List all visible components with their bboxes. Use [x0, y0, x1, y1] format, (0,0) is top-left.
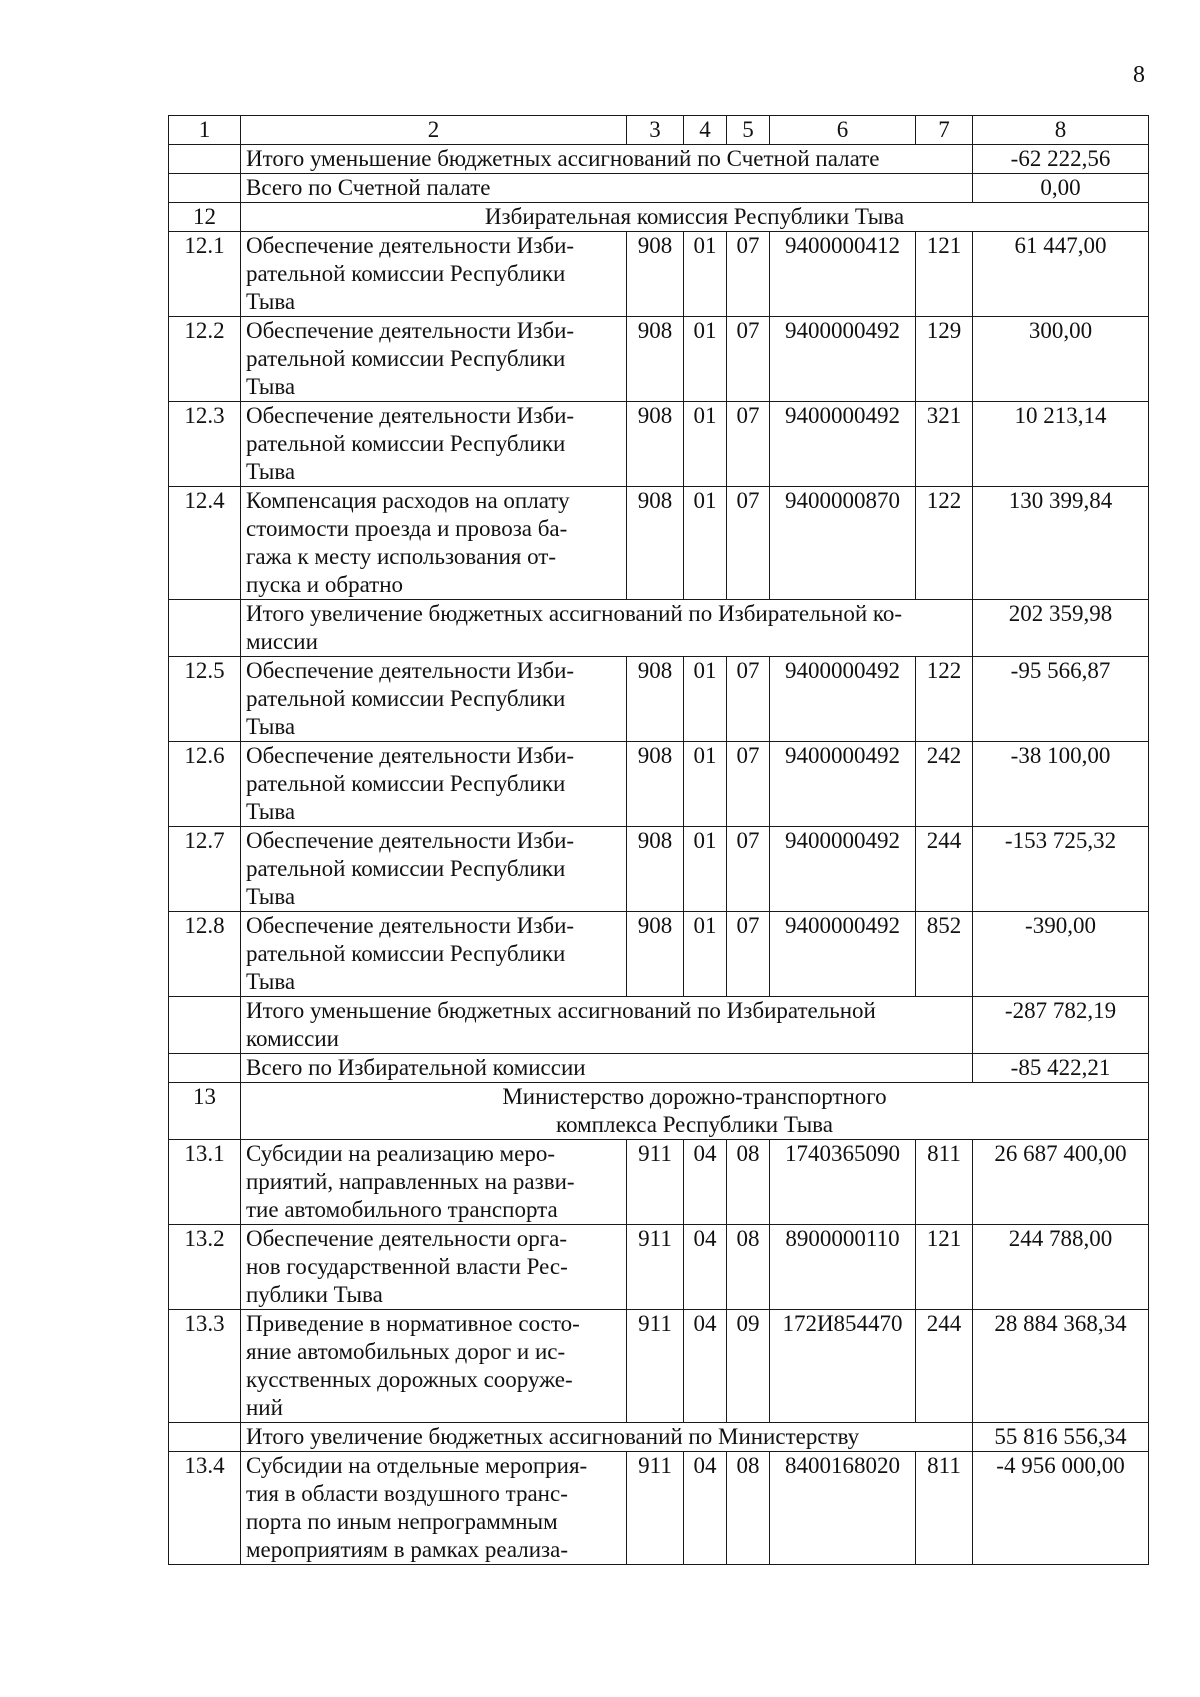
header-cell: 3: [627, 116, 684, 145]
header-cell: 1: [169, 116, 241, 145]
subsection-code: 07: [727, 402, 770, 487]
target-article-code: 9400000492: [770, 827, 916, 912]
item-amount: -95 566,87: [973, 657, 1149, 742]
table-row: [169, 232, 1149, 317]
section-code: 01: [684, 912, 727, 997]
summary-amount: 0,00: [973, 174, 1149, 203]
section-title: Министерство дорожно-транспортного комплекса Республики Тыва: [241, 1083, 1149, 1140]
section-code: 04: [684, 1310, 727, 1423]
expense-type-code: 122: [916, 657, 973, 742]
ministry-code: 911: [627, 1452, 684, 1565]
header-cell: 7: [916, 116, 973, 145]
summary-label: Всего по Счетной палате: [241, 174, 973, 203]
item-description: Компенсация расходов на оплату стоимости проезда и провоза ба- гажа к месту использования от- пуска и обратно: [241, 487, 627, 600]
section-code: 01: [684, 317, 727, 402]
section-code: 04: [684, 1140, 727, 1225]
target-article-code: 8900000110: [770, 1225, 916, 1310]
summary-label: Итого увеличение бюджетных ассигнований по Министерству: [241, 1423, 973, 1452]
item-number: 13.4: [169, 1452, 241, 1565]
item-description: Обеспечение деятельности Изби- рательной комиссии Республики Тыва: [241, 317, 627, 402]
target-article-code: 172И854470: [770, 1310, 916, 1423]
empty-cell: [169, 1054, 241, 1083]
item-description: Обеспечение деятельности Изби- рательной комиссии Республики Тыва: [241, 232, 627, 317]
item-description: Субсидии на реализацию меро- приятий, направленных на разви- тие автомобильного транспорта: [241, 1140, 627, 1225]
item-number: 13.1: [169, 1140, 241, 1225]
expense-type-code: 242: [916, 742, 973, 827]
section-code: 01: [684, 742, 727, 827]
empty-cell: [169, 997, 241, 1054]
subsection-code: 07: [727, 912, 770, 997]
section-code: 01: [684, 487, 727, 600]
header-cell: 5: [727, 116, 770, 145]
item-description: Обеспечение деятельности Изби- рательной комиссии Республики Тыва: [241, 402, 627, 487]
section-code: 04: [684, 1452, 727, 1565]
item-number: 12.6: [169, 742, 241, 827]
summary-row: [169, 174, 1149, 203]
table-row: [169, 912, 1149, 997]
item-amount: 130 399,84: [973, 487, 1149, 600]
table-row: [169, 1452, 1149, 1565]
subsection-code: 07: [727, 657, 770, 742]
expense-type-code: 122: [916, 487, 973, 600]
table-row: [169, 742, 1149, 827]
item-number: 12.4: [169, 487, 241, 600]
item-amount: -4 956 000,00: [973, 1452, 1149, 1565]
item-amount: 26 687 400,00: [973, 1140, 1149, 1225]
table-row: [169, 1140, 1149, 1225]
budget-allocation-table: [168, 115, 1149, 1565]
item-amount: -38 100,00: [973, 742, 1149, 827]
item-description: Приведение в нормативное состо- яние автомобильных дорог и ис- кусственных дорожных сооруже- ний: [241, 1310, 627, 1423]
summary-amount: -287 782,19: [973, 997, 1149, 1054]
item-description: Обеспечение деятельности Изби- рательной комиссии Республики Тыва: [241, 657, 627, 742]
table-row: [169, 827, 1149, 912]
item-amount: 10 213,14: [973, 402, 1149, 487]
section-code: 04: [684, 1225, 727, 1310]
table-row: [169, 657, 1149, 742]
expense-type-code: 321: [916, 402, 973, 487]
item-amount: -153 725,32: [973, 827, 1149, 912]
item-number: 13.2: [169, 1225, 241, 1310]
grand-total-row: [169, 1054, 1149, 1083]
subsection-code: 08: [727, 1140, 770, 1225]
item-amount: 244 788,00: [973, 1225, 1149, 1310]
item-number: 13.3: [169, 1310, 241, 1423]
ministry-code: 908: [627, 827, 684, 912]
ministry-code: 908: [627, 742, 684, 827]
table-row: [169, 317, 1149, 402]
expense-type-code: 811: [916, 1452, 973, 1565]
expense-type-code: 129: [916, 317, 973, 402]
target-article-code: 9400000492: [770, 657, 916, 742]
target-article-code: 9400000412: [770, 232, 916, 317]
target-article-code: 9400000492: [770, 912, 916, 997]
header-cell: 6: [770, 116, 916, 145]
section-code: 01: [684, 827, 727, 912]
target-article-code: 9400000492: [770, 317, 916, 402]
item-number: 12.3: [169, 402, 241, 487]
subsection-code: 07: [727, 232, 770, 317]
summary-amount: -85 422,21: [973, 1054, 1149, 1083]
target-article-code: 9400000492: [770, 402, 916, 487]
page-number: 8: [1133, 62, 1145, 88]
header-cell: 8: [973, 116, 1149, 145]
empty-cell: [169, 174, 241, 203]
item-description: Обеспечение деятельности Изби- рательной комиссии Республики Тыва: [241, 827, 627, 912]
ministry-code: 908: [627, 402, 684, 487]
table-row: [169, 487, 1149, 600]
expense-type-code: 121: [916, 232, 973, 317]
section-number: 13: [169, 1083, 241, 1140]
item-number: 12.5: [169, 657, 241, 742]
table-row: [169, 1225, 1149, 1310]
item-amount: -390,00: [973, 912, 1149, 997]
section-title: Избирательная комиссия Республики Тыва: [241, 203, 1149, 232]
empty-cell: [169, 600, 241, 657]
summary-amount: 202 359,98: [973, 600, 1149, 657]
table-body: [169, 116, 1149, 1565]
subsection-code: 07: [727, 317, 770, 402]
summary-label: Итого увеличение бюджетных ассигнований по Избирательной ко- миссии: [241, 600, 973, 657]
target-article-code: 8400168020: [770, 1452, 916, 1565]
column-number-header-row: [169, 116, 1149, 145]
target-article-code: 9400000492: [770, 742, 916, 827]
total-decrease-row: [169, 997, 1149, 1054]
item-number: 12.2: [169, 317, 241, 402]
subsection-code: 08: [727, 1225, 770, 1310]
expense-type-code: 121: [916, 1225, 973, 1310]
summary-label: Итого уменьшение бюджетных ассигнований по Счетной палате: [241, 145, 973, 174]
item-description: Обеспечение деятельности Изби- рательной комиссии Республики Тыва: [241, 742, 627, 827]
ministry-code: 908: [627, 232, 684, 317]
section-code: 01: [684, 402, 727, 487]
summary-amount: 55 816 556,34: [973, 1423, 1149, 1452]
item-number: 12.1: [169, 232, 241, 317]
expense-type-code: 852: [916, 912, 973, 997]
header-cell: 2: [241, 116, 627, 145]
section-number: 12: [169, 203, 241, 232]
subsection-code: 07: [727, 742, 770, 827]
item-description: Обеспечение деятельности орга- нов государственной власти Рес- публики Тыва: [241, 1225, 627, 1310]
ministry-code: 908: [627, 657, 684, 742]
ministry-code: 911: [627, 1310, 684, 1423]
summary-label: Всего по Избирательной комиссии: [241, 1054, 973, 1083]
item-number: 12.7: [169, 827, 241, 912]
item-amount: 28 884 368,34: [973, 1310, 1149, 1423]
item-amount: 300,00: [973, 317, 1149, 402]
total-increase-row: [169, 1423, 1149, 1452]
target-article-code: 1740365090: [770, 1140, 916, 1225]
empty-cell: [169, 145, 241, 174]
ministry-code: 908: [627, 487, 684, 600]
table-row: [169, 402, 1149, 487]
section-header-row: [169, 1083, 1149, 1140]
item-description: Субсидии на отдельные мероприя- тия в области воздушного транс- порта по иным непрограммным мероприятиям в рамках реализа-: [241, 1452, 627, 1565]
target-article-code: 9400000870: [770, 487, 916, 600]
item-description: Обеспечение деятельности Изби- рательной комиссии Республики Тыва: [241, 912, 627, 997]
summary-row: [169, 145, 1149, 174]
summary-amount: -62 222,56: [973, 145, 1149, 174]
expense-type-code: 811: [916, 1140, 973, 1225]
empty-cell: [169, 1423, 241, 1452]
total-increase-row: [169, 600, 1149, 657]
subsection-code: 07: [727, 487, 770, 600]
item-amount: 61 447,00: [973, 232, 1149, 317]
subsection-code: 09: [727, 1310, 770, 1423]
table-row: [169, 1310, 1149, 1423]
subsection-code: 08: [727, 1452, 770, 1565]
ministry-code: 908: [627, 317, 684, 402]
ministry-code: 911: [627, 1140, 684, 1225]
header-cell: 4: [684, 116, 727, 145]
item-number: 12.8: [169, 912, 241, 997]
ministry-code: 911: [627, 1225, 684, 1310]
subsection-code: 07: [727, 827, 770, 912]
summary-label: Итого уменьшение бюджетных ассигнований по Избирательной комиссии: [241, 997, 973, 1054]
ministry-code: 908: [627, 912, 684, 997]
section-code: 01: [684, 657, 727, 742]
expense-type-code: 244: [916, 1310, 973, 1423]
section-header-row: [169, 203, 1149, 232]
expense-type-code: 244: [916, 827, 973, 912]
section-code: 01: [684, 232, 727, 317]
